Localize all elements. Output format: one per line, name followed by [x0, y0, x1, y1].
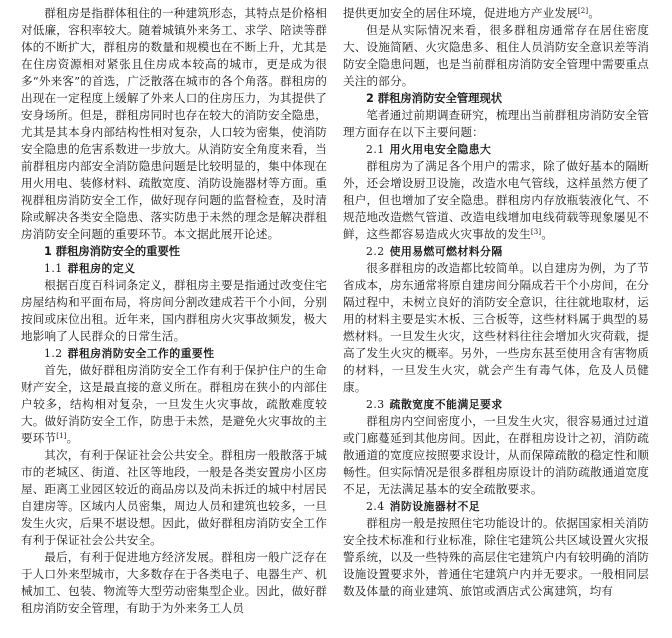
definition-paragraph: 根据百度百科词条定义，群租房主要是指通过改变住宅房屋结构和平面布局，将房间分割改建成若干个小间，分别按间或床位出租。近年来，国内群租房火灾事故频发，极大地影响了人民群众的日常生活。	[21, 278, 327, 343]
subsection-2-4-heading	[343, 498, 649, 515]
right-column	[343, 5, 649, 600]
subsection-2-3-heading	[343, 396, 649, 413]
evacuation-paragraph: 群租房内空间密度小，一旦发生火灾，很容易通过过道或门廊蔓延到其他房间。因此，在群租房设计之初，消防疏散通道的宽度应按照要求设计，从而保障疏散的稳定性和顺畅性。但实际情况是很多群租房原设计的消防疏散通道宽度不足，无法满足基本的安全疏散要求。	[343, 414, 649, 496]
continued-paragraph	[343, 5, 649, 22]
section-2-heading: 2 群租房消防安全管理现状	[366, 92, 503, 105]
importance-paragraph-first	[21, 362, 327, 447]
subsection-number: 1.2	[44, 347, 63, 360]
subsection-title: 群租房消防安全工作的重要性	[67, 347, 215, 360]
materials-paragraph: 很多群租房的改造都比较简单。以自建房为例，为了节省成本，房东通常将原自建房间分隔成若干个小房间，在分隔过程中，未树立良好的消防安全意识，往往就地取材，运用的材料主要是实木板、三合板等，这些材料属于典型的易燃材料。一旦发生火灾，这些材料往往会增加火灾荷载，提高了发生火灾的概率。另外，一些房东甚至使用含有害物质的材料，一旦发生火灾，就会产生有毒气体，危及人员健康。	[343, 261, 649, 394]
subsection-number: 2.4	[366, 500, 385, 513]
section-1-heading: 1 群租房消防安全的重要性	[44, 245, 181, 258]
citation-3: [3]	[530, 228, 542, 236]
subsection-title: 用火用电安全隐患大	[389, 143, 492, 156]
paragraph-end: 。	[588, 6, 601, 20]
citation-1: [1]	[56, 432, 67, 440]
facilities-paragraph: 群租房一般是按照住宅功能设计的。依据国家相关消防安全技术标准和行业标准，除住宅建筑公共区域设置火灾报警系统，以及一些特殊的高层住宅建筑户内有较明确的消防设施设置要求外，普通住宅建筑户内并无要求。一般相同层数及体量的商业建筑、旅馆或酒店式公寓建筑，均有	[343, 516, 649, 598]
subsection-number: 2.2	[366, 245, 385, 258]
subsection-1-1-heading	[21, 260, 327, 277]
subsection-title: 疏散宽度不能满足要求	[389, 398, 503, 411]
left-column	[21, 5, 327, 617]
subsection-number: 2.3	[366, 398, 385, 411]
paragraph-end: 。	[541, 227, 554, 241]
subsection-title: 群租房的定义	[67, 262, 136, 275]
subsection-title: 消防设施器材不足	[389, 500, 481, 513]
importance-paragraph-last: 最后，有利于促进地方经济发展。群租房一般广泛存在于人口外来型城市，大多数存在于各类电子、电器生产、机械加工、包装、物流等大型劳动密集型企业。因此，做好群租房消防安全管理，有助于为外来务工人员	[21, 550, 327, 615]
intro-paragraph: 群租房是指群体租住的一种建筑形态，其特点是价格相对低廉，容积率较大。随着城镇外来务工、求学、陪读等群体的不断扩大，群租房的数量和规模也在不断上升，尤其是在住房资源相对紧张且住房成本较高的城市，更是成为很多“外来客”的首选，广泛散落在城市的各个角落。群租房的出现在一定程度上缓解了外来人口的住房压力，为其提供了安身场所。但是，群租房同时也存在较大的消防安全隐患，尤其是其本身内部结构性相对复杂，人口较为密集，使消防安全隐患的危害系数进一步放大。从消防安全角度来看，当前群租房内部安全消防隐患问题是比较明显的，集中体现在用火用电、装修材料、疏散宽度、消防设施器材等方面。重视群租房消防安全工作，做好现存问题的监督检查，及时清除或解决各类安全隐患、落实防患于未然的理念是解决群租房消防安全问题的重要环节。本文据此展开论述。	[21, 6, 327, 241]
paragraph-text: 首先，做好群租房消防安全工作有利于保护住户的生命财产安全，这是最直接的意义所在。群租房在狭小的内部住户较多，结构相对复杂，一旦发生火灾事故，疏散难度较大。做好消防安全工作，防患于未然，是避免火灾事故的主要环节	[21, 363, 327, 445]
subsection-2-1-heading	[343, 141, 649, 158]
subsection-title: 使用易燃可燃材料分隔	[389, 245, 503, 258]
paragraph-text: 群租房为了满足各个用户的需求，除了做好基本的隔断外，还会增设厨卫设施，改造水电气管线，这样虽然方便了租户，但也增加了安全隐患。群租房内存放瓶装液化气、不规范地改造燃气管道、改造电线增加电线荷载等现象屡见不鲜，这些都容易造成火灾事故的发生	[343, 159, 649, 241]
subsection-number: 2.1	[366, 143, 385, 156]
subsection-1-2-heading	[21, 345, 327, 362]
paragraph-end: 。	[66, 431, 79, 445]
citation-2: [2]	[577, 7, 589, 15]
importance-paragraph-second: 其次，有利于保证社会公共安全。群租房一般散落于城市的老城区、街道、社区等地段，一般是各类安置房小区房屋、距离工业园区较近的商品房以及尚未拆迁的城中村居民自建房等。区域内人员密集，周边人员和建筑也较多，一旦发生火灾，后果不堪设想。因此，做好群租房消防安全工作有利于保证社会公共安全。	[21, 448, 327, 547]
status-intro-paragraph: 笔者通过前期调查研究，梳理出当前群租房消防安全管理方面存在以下主要问题：	[343, 108, 649, 139]
paragraph-text: 提供更加安全的居住环境，促进地方产业发展	[343, 6, 578, 20]
summary-paragraph: 但是从实际情况来看，很多群租房通常存在居住密度大、设施简陋、火灾隐患多、租住人员消防安全意识差等消防安全隐患问题，也是当前群租房消防安全管理中需要重点关注的部分。	[343, 23, 649, 88]
subsection-number: 1.1	[44, 262, 63, 275]
fire-electric-paragraph	[343, 158, 649, 243]
subsection-2-2-heading	[343, 243, 649, 260]
